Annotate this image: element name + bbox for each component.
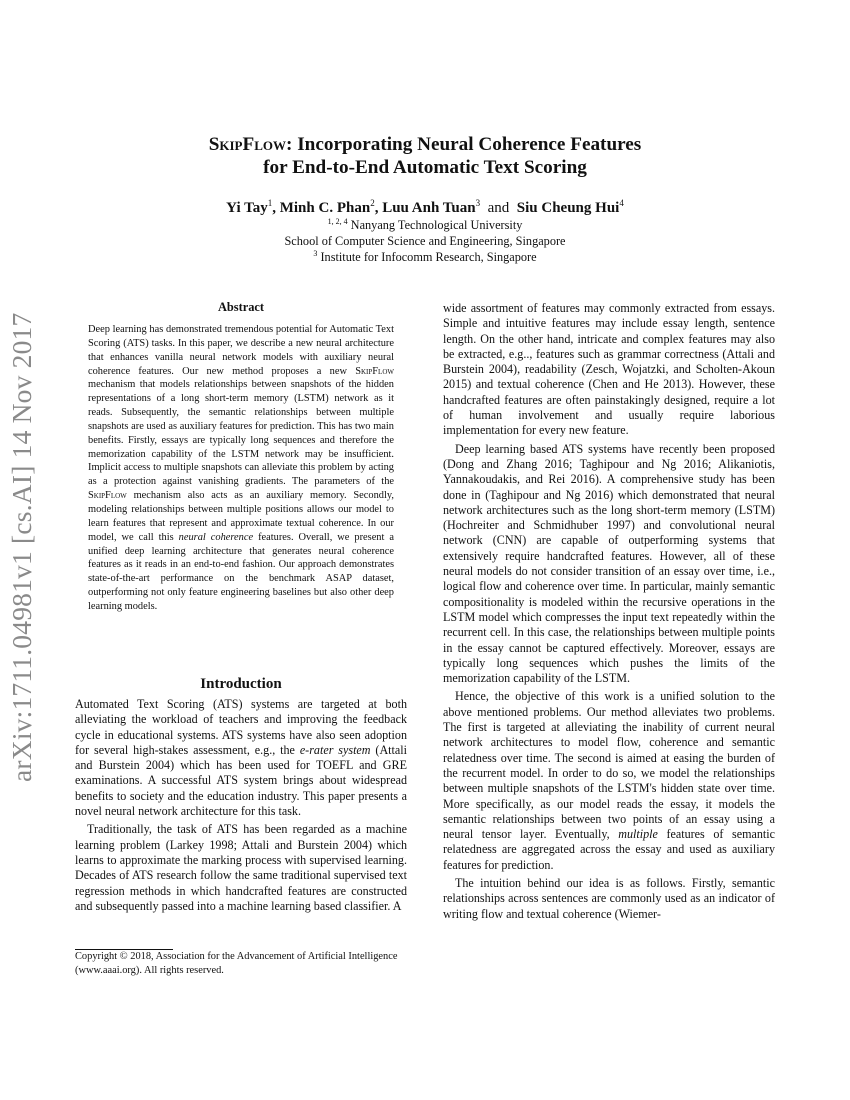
affiliation-text: Institute for Infocomm Research, Singapore [317,250,537,264]
intro-right-column [443,301,775,922]
paragraph: Deep learning based ATS systems have recently been proposed (Dong and Zhang 2016; Taghipour and Ng 2016; Alikaniotis, Yannakoudakis, and Rei 2016). A comprehensive study has been done in (Taghipour and Ng 2016) which demonstrated that neural network architectures such as the long short-term memory (LSTM) (Hochreiter and Schmidhuber 1997) and convolutional neural network (CNN) are capable of outperforming systems that extensively require handcrafted features. However, all of these neural models do not consider transition of an essay over time, i.e., logical flow and coherence over time. In particular, mainly semantic compositionality is modeled within the recursive operations in the LSTM model which compresses the input text repeatedly within the recurrent cell. In this case, the relationships between multiple points in the essay cannot be captured effectively. Moreover, essays are typically long sequences which pushes the limits of the memorization capability of the LSTM. [443,441,775,686]
affiliation-line [100,217,750,233]
abstract-text: Deep learning has demonstrated tremendous potential for Automatic Text Scoring (ATS) tasks. In this paper, we describe a new neural architecture that enhances vanilla neural network models with auxiliary neural coherence features. Our new method proposes a new SkipFlow mechanism that models relationships between snapshots of the hidden representations of a long short-term memory (LSTM) network as it reads. Subsequently, the semantic relationships between multiple snapshots are used as auxiliary features for prediction. This has two main benefits. Firstly, essays are typically long sequences and therefore the memorization capability of the LSTM network may be insufficient. Implicit access to multiple snapshots can alleviate this problem by acting as a protection against vanishing gradients. The parameters of the SkipFlow mechanism also acts as an auxiliary memory. Secondly, modeling relationships between multiple positions allows our model to learn features that represent and approximate textual coherence. In our model, we call this neural coherence features. Overall, we present a unified deep learning architecture that generates neural coherence features as it reads in an end-to-end fashion. Our approach demonstrates state-of-the-art performance on the benchmark ASAP dataset, outperforming not only feature engineering baselines but also other deep learning models. [88,324,394,612]
author-name: Luu Anh Tuan [382,200,476,216]
paper-title [100,133,750,179]
author-name: Siu Cheung Hui [516,200,620,216]
copyright-footnote: Copyright © 2018, Association for the Advancement of Artificial Intelligence (www.aaai.org). All rights reserved. [75,951,398,976]
author-name: Yi Tay [226,200,268,216]
paragraph-continued: wide assortment of features may commonly extracted from essays. Simple and intuitive features may include essay length, sentence length. On the other hand, intricate and complex features may also be extracted, e.g.., features such as grammar correctness (Attali and Burstein 2004), readability (Zesch, Wojatzki, and Scholten-Akoun 2015) and textual coherence (Chen and He 2013). However, these handcrafted features are often painstakingly designed, require a lot of human involvement and usually require laborious implementation for every new feature. [443,301,775,438]
paragraph: Hence, the objective of this work is a unified solution to the above mentioned problems. Our method alleviates two problems. The first is targeted at alleviating the inability of current neural network architectures to model flow, coherence and semantic relatedness over time. The second is aimed at easing the burden of the recurrent model. In order to do so, we model the relationships between multiple snapshots of the LSTM's hidden state over time. More specifically, as our model reads the essay, it models the semantic relationships between two points of an essay using a neural tensor layer. Eventually, multiple features of semantic relatedness are aggregated across the essay and used as auxiliary features for prediction. [443,689,775,872]
author-conjunction: and [487,200,510,216]
author-affiliation-mark: 2 [370,198,375,208]
affiliation-line [100,249,750,265]
affiliations [100,217,750,265]
author-affiliation-mark: 4 [619,198,624,208]
intro-left-column [75,697,407,914]
abstract-heading: Abstract [217,300,265,314]
copyright-icon: © [119,951,128,962]
author-affiliation-mark: 1 [267,198,273,208]
affiliation-text: School of Computer Science and Engineering, Singapore [284,234,566,248]
paragraph: Automated Text Scoring (ATS) systems are targeted at both alleviating the workload of teachers and improving the feedback cycle in educational systems. ATS systems have also seen adoption for several high-stakes assessment, e.g., the e-rater system (Attali and Burstein 2004) which has been used for TOEFL and GRE examinations. A successful ATS system brings about widespread benefits to society and the education industry. This paper presents a novel neural network architecture for this task. [75,697,407,819]
title-system-name: SkipFlow [208,134,287,155]
author-name: Minh C. Phan [279,200,371,216]
paragraph: Traditionally, the task of ATS has been regarded as a machine learning problem (Larkey 1998; Attali and Burstein 2004) which learns to approximate the marking process with supervised learning. Decades of ATS research follow the same traditional supervised text regression methods in which handcrafted features are constructed and subsequently passed into a machine learning based classifier. A [75,822,407,913]
title-line-1: : Incorporating Neural Coherence Features [286,134,642,155]
affiliation-text: Nanyang Technological University [347,218,523,232]
affiliation-mark: 1, 2, 4 [327,217,348,226]
title-line-2: for End-to-End Automatic Text Scoring [263,157,587,178]
section-heading-introduction: Introduction [200,676,282,692]
affiliation-mark: 3 [313,249,318,258]
paragraph: The intuition behind our idea is as follows. Firstly, semantic relationships across sentences are commonly used as an indicator of writing flow and textual coherence (Wiemer- [443,875,775,921]
author-affiliation-mark: 3 [475,198,481,208]
arxiv-stamp: arXiv:1711.04981v1 [cs.AI] 14 Nov 2017 [6,312,37,782]
author-list: Yi Tay$^1$, Minh C. Phan$^2$, Luu Anh Tuan$^3$ and Siu Cheung Hui$^4$ [226,198,624,216]
affiliation-line [100,233,750,249]
